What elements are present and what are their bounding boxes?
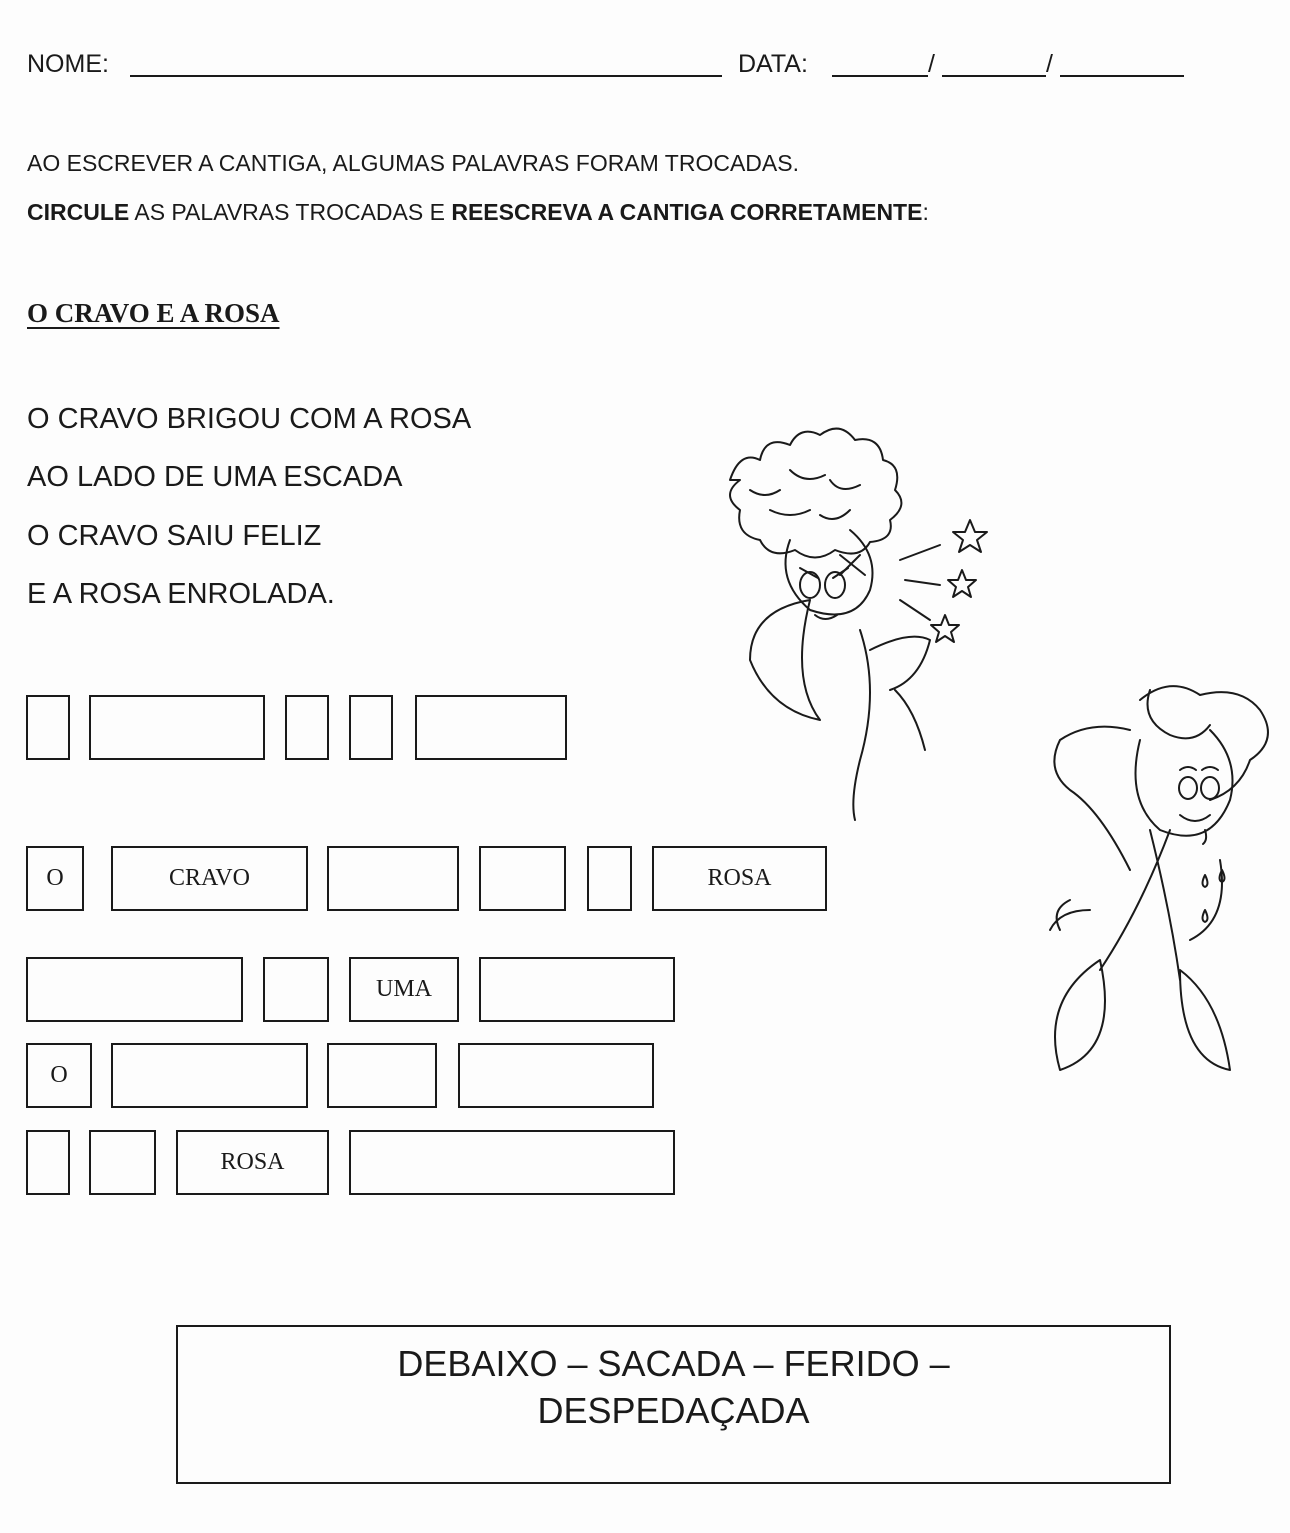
answer-box[interactable] bbox=[349, 695, 393, 760]
word-bank bbox=[176, 1325, 1171, 1484]
instruction-colon: : bbox=[922, 199, 929, 225]
answer-box[interactable] bbox=[458, 1043, 654, 1108]
answer-box[interactable]: O bbox=[26, 846, 84, 911]
date-separator: / bbox=[1046, 50, 1053, 78]
date-year-line[interactable] bbox=[1060, 75, 1184, 77]
date-separator: / bbox=[928, 50, 935, 78]
instruction-text: AS PALAVRAS TROCADAS E bbox=[129, 199, 452, 225]
answer-box[interactable] bbox=[26, 695, 70, 760]
answer-box[interactable] bbox=[89, 695, 265, 760]
verse-line: E A ROSA ENROLADA. bbox=[27, 578, 335, 610]
verse-line: AO LADO DE UMA ESCADA bbox=[27, 461, 403, 493]
instruction-line-1: AO ESCREVER A CANTIGA, ALGUMAS PALAVRAS FORAM TROCADAS. bbox=[27, 150, 799, 176]
answer-box[interactable] bbox=[327, 1043, 437, 1108]
rose-character-icon bbox=[1030, 670, 1280, 1090]
date-month-line[interactable] bbox=[942, 75, 1046, 77]
answer-box[interactable]: UMA bbox=[349, 957, 459, 1022]
name-label: NOME: bbox=[27, 50, 109, 78]
date-label: DATA: bbox=[738, 50, 808, 78]
answer-box[interactable] bbox=[415, 695, 567, 760]
answer-box[interactable]: ROSA bbox=[176, 1130, 329, 1195]
answer-box[interactable] bbox=[587, 846, 632, 911]
word-bank-line-1: DEBAIXO – SACADA – FERIDO – bbox=[397, 1343, 950, 1384]
answer-box[interactable]: ROSA bbox=[652, 846, 827, 911]
instruction-rewrite: REESCREVA A CANTIGA CORRETAMENTE bbox=[451, 199, 923, 225]
answer-box[interactable] bbox=[285, 695, 329, 760]
verse-line: O CRAVO BRIGOU COM A ROSA bbox=[27, 403, 472, 435]
answer-box[interactable] bbox=[327, 846, 459, 911]
answer-box[interactable] bbox=[111, 1043, 308, 1108]
answer-box[interactable]: CRAVO bbox=[111, 846, 308, 911]
answer-box[interactable] bbox=[263, 957, 329, 1022]
answer-box[interactable] bbox=[479, 957, 675, 1022]
word-bank-line-2: DESPEDAÇADA bbox=[537, 1389, 810, 1431]
answer-box[interactable] bbox=[479, 846, 566, 911]
song-title: O CRAVO E A ROSA bbox=[27, 298, 280, 328]
answer-box[interactable] bbox=[26, 1130, 70, 1195]
verse-line: O CRAVO SAIU FELIZ bbox=[27, 520, 322, 552]
carnation-character-icon bbox=[700, 420, 990, 820]
answer-box[interactable] bbox=[349, 1130, 675, 1195]
answer-box[interactable] bbox=[89, 1130, 156, 1195]
name-line[interactable] bbox=[130, 75, 722, 77]
answer-box[interactable] bbox=[26, 957, 243, 1022]
instruction-line-2 bbox=[27, 199, 929, 226]
instruction-circle: CIRCULE bbox=[27, 199, 130, 225]
date-day-line[interactable] bbox=[832, 75, 928, 77]
answer-box[interactable]: O bbox=[26, 1043, 92, 1108]
